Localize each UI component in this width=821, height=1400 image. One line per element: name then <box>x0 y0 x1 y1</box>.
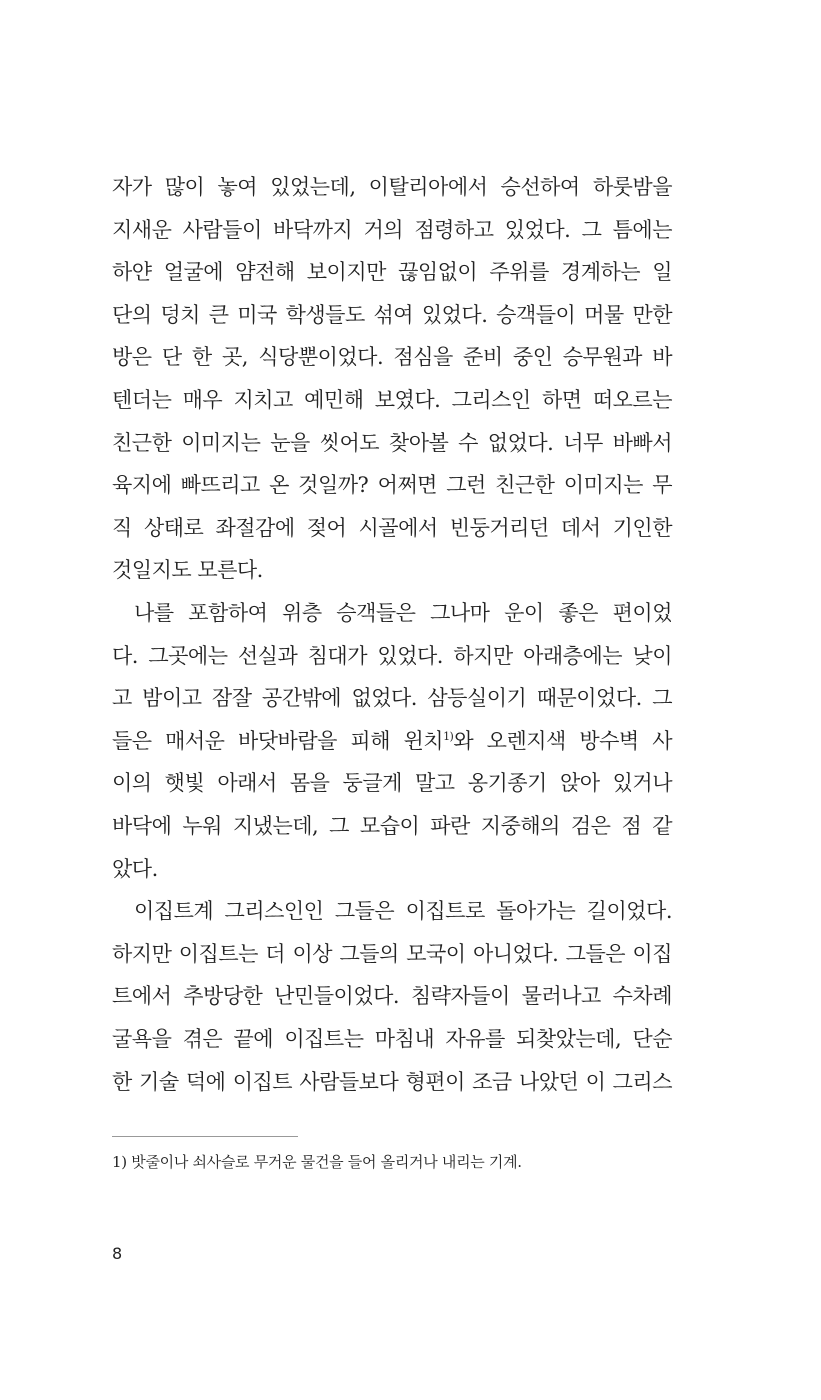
text-line: 트에서 추방당한 난민들이었다. 침략자들이 물러나고 수차례 <box>112 984 672 1008</box>
text-line: 굴욕을 겪은 끝에 이집트는 마침내 자유를 되찾았는데, 단순 <box>112 1027 672 1051</box>
text-line: 한 기술 덕에 이집트 사람들보다 형편이 조금 나았던 이 그리스 <box>112 1070 672 1094</box>
text-line: 것일지도 모른다. <box>112 558 263 582</box>
text-line: 직 상태로 좌절감에 젖어 시골에서 빈둥거리던 데서 기인한 <box>112 516 672 540</box>
text-line: 육지에 빠뜨리고 온 것일까? 어쩌면 그런 친근한 이미지는 무 <box>112 473 672 497</box>
text-line: 자가 많이 놓여 있었는데, 이탈리아에서 승선하여 하룻밤을 <box>112 175 672 199</box>
footnote-reference[interactable]: 1) <box>443 730 454 743</box>
text-line: 바닥에 누워 지냈는데, 그 모습이 파란 지중해의 검은 점 같 <box>112 814 672 838</box>
text-line: 단의 덩치 큰 미국 학생들도 섞여 있었다. 승객들이 머물 만한 <box>112 303 672 327</box>
text-line: 이집트계 그리스인인 그들은 이집트로 돌아가는 길이었다. <box>134 899 672 923</box>
text-segment: 들은 매서운 바닷바람을 피해 윈치 <box>112 729 444 753</box>
text-line: 지새운 사람들이 바닥까지 거의 점령하고 있었다. 그 틈에는 <box>112 218 672 242</box>
text-line: 하얀 얼굴에 얌전해 보이지만 끊임없이 주위를 경계하는 일 <box>112 260 672 284</box>
text-line: 다. 그곳에는 선실과 침대가 있었다. 하지만 아래층에는 낮이 <box>112 644 672 668</box>
text-line: 텐더는 매우 지치고 예민해 보였다. 그리스인 하면 떠오르는 <box>112 388 672 412</box>
text-line: 고 밤이고 잠잘 공간밖에 없었다. 삼등실이기 때문이었다. 그 <box>112 686 672 710</box>
footnote: 1) 밧줄이나 쇠사슬로 무거운 물건을 들어 올리거나 내리는 기계. <box>112 1153 522 1171</box>
text-line <box>112 727 672 755</box>
text-line: 나를 포함하여 위층 승객들은 그나마 운이 좋은 편이었 <box>134 601 672 625</box>
footnote-divider <box>112 1136 298 1137</box>
text-line: 았다. <box>112 857 158 881</box>
page-number: 8 <box>112 1244 123 1263</box>
text-line: 방은 단 한 곳, 식당뿐이었다. 점심을 준비 중인 승무원과 바 <box>112 345 672 369</box>
text-segment: 와 오렌지색 방수벽 사 <box>453 729 672 753</box>
text-line: 하지만 이집트는 더 이상 그들의 모국이 아니었다. 그들은 이집 <box>112 942 672 966</box>
text-line: 이의 햇빛 아래서 몸을 둥글게 말고 옹기종기 앉아 있거나 <box>112 771 672 795</box>
text-line: 친근한 이미지는 눈을 씻어도 찾아볼 수 없었다. 너무 바빠서 <box>112 431 672 455</box>
